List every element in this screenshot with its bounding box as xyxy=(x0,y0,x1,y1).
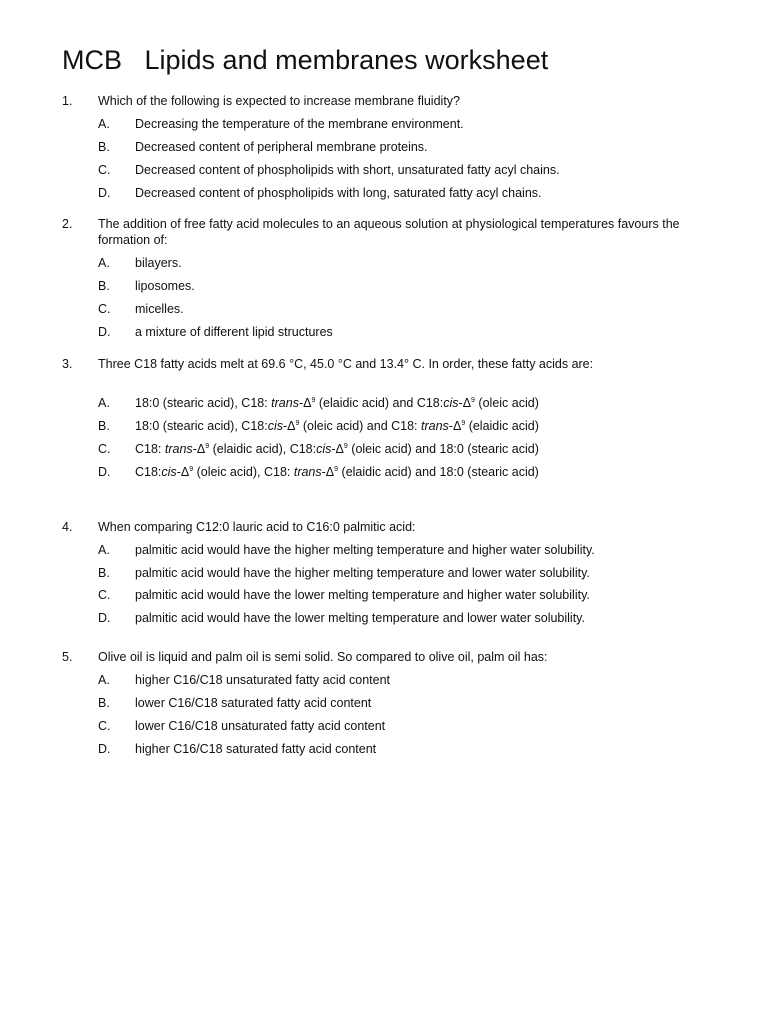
option-letter: D. xyxy=(98,186,111,200)
option-letter: C. xyxy=(98,163,111,177)
question-number: 3. xyxy=(62,357,73,371)
option-text: bilayers. xyxy=(135,256,182,270)
option-letter: B. xyxy=(98,419,110,433)
option-text: 18:0 (stearic acid), C18: trans-$\Delta^9$ (elaidic acid) and $C18:cis-\Delta^9$ (oleic acid) xyxy=(135,396,539,410)
option-letter: A. xyxy=(98,543,110,557)
question-text: The addition of free fatty acid molecules to an aqueous solution at physiological temperatures favours the formation of: xyxy=(98,217,680,247)
option-text: lower C16/C18 unsaturated fatty acid content xyxy=(135,719,386,733)
option-letter: C. xyxy=(98,442,111,456)
option-letter: D. xyxy=(98,742,111,756)
option-text: higher C16/C18 unsaturated fatty acid content xyxy=(135,673,391,687)
option-text: palmitic acid would have the lower melting temperature and higher water solubility. xyxy=(135,588,590,602)
page-title: MCB Lipids and membranes worksheet xyxy=(62,45,549,75)
option-text: C18: trans-$\Delta^9$ (elaidic acid), $C18:cis-\Delta^9$ (oleic acid) and 18:0 (stearic acid) xyxy=(135,442,539,456)
option-letter: C. xyxy=(98,302,111,316)
option-letter: A. xyxy=(98,256,110,270)
question-text: Which of the following is expected to increase membrane fluidity? xyxy=(98,94,460,108)
question-number: 2. xyxy=(62,217,73,231)
option-text: Decreased content of phospholipids with short, unsaturated fatty acyl chains. xyxy=(135,163,560,177)
option-text: palmitic acid would have the higher melting temperature and higher water solubility. xyxy=(135,543,595,557)
option-letter: B. xyxy=(98,279,110,293)
option-text: $C18:cis-\Delta^9$ (oleic acid), C18: trans-$\Delta^9$ (elaidic acid) and 18:0 (stearic acid) xyxy=(135,465,539,479)
option-letter: C. xyxy=(98,719,111,733)
option-text: Decreasing the temperature of the membrane environment. xyxy=(135,117,464,131)
option-letter: D. xyxy=(98,325,111,339)
option-letter: A. xyxy=(98,117,110,131)
option-text: palmitic acid would have the higher melting temperature and lower water solubility. xyxy=(135,566,590,580)
option-text: higher C16/C18 saturated fatty acid content xyxy=(135,742,377,756)
option-letter: B. xyxy=(98,566,110,580)
option-letter: B. xyxy=(98,696,110,710)
option-letter: C. xyxy=(98,588,111,602)
option-text: Decreased content of phospholipids with long, saturated fatty acyl chains. xyxy=(135,186,542,200)
option-text: lower C16/C18 saturated fatty acid content xyxy=(135,696,372,710)
option-letter: B. xyxy=(98,140,110,154)
option-letter: A. xyxy=(98,673,110,687)
option-text: liposomes. xyxy=(135,279,195,293)
option-text: Decreased content of peripheral membrane proteins. xyxy=(135,140,428,154)
option-text: palmitic acid would have the lower melting temperature and lower water solubility. xyxy=(135,611,585,625)
question-text: Olive oil is liquid and palm oil is semi solid. So compared to olive oil, palm oil has: xyxy=(98,650,548,664)
question-number: 1. xyxy=(62,94,73,108)
question-text: When comparing C12:0 lauric acid to C16:0 palmitic acid: xyxy=(98,520,416,534)
option-letter: D. xyxy=(98,465,111,479)
option-text: micelles. xyxy=(135,302,184,316)
question-text: Three C18 fatty acids melt at 69.6 °C, 45.0 °C and 13.4° C. In order, these fatty acids are: xyxy=(98,357,594,371)
question-number: 4. xyxy=(62,520,73,534)
question-number: 5. xyxy=(62,650,73,664)
option-letter: A. xyxy=(98,396,110,410)
option-text: a mixture of different lipid structures xyxy=(135,325,333,339)
option-text: 18:0 (stearic acid), $C18:cis-\Delta^9$ (oleic acid) and C18: trans-$\Delta^9$ (elaidic acid) xyxy=(135,419,539,433)
option-letter: D. xyxy=(98,611,111,625)
